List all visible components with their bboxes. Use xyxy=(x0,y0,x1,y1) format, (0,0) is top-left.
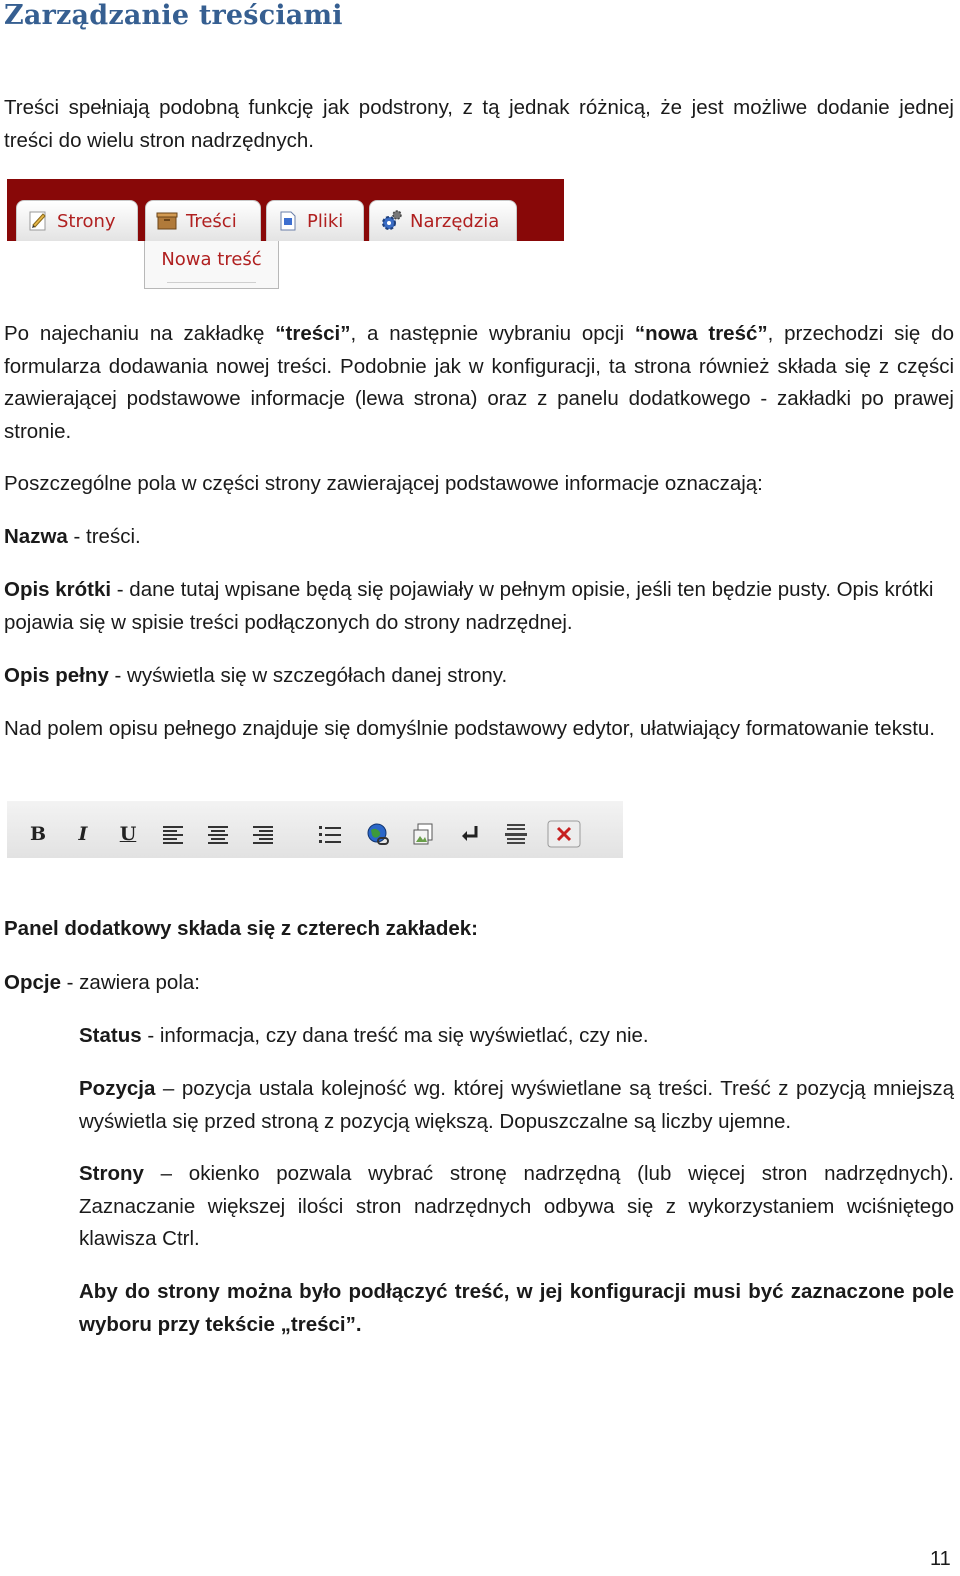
page-heading: Zarządzanie treściami xyxy=(4,0,343,31)
page-number: 11 xyxy=(930,1548,951,1570)
align-right-icon[interactable] xyxy=(250,821,276,847)
field-desc: - informacja, czy dana treść ma się wyświetlać, czy nie. xyxy=(141,1024,649,1047)
bold-term: “treści” xyxy=(275,322,351,345)
submenu-nowa-tresc[interactable] xyxy=(144,241,279,289)
field-desc: - treści. xyxy=(67,525,141,548)
tab-tresci[interactable] xyxy=(145,200,261,241)
tab-strony[interactable] xyxy=(16,200,138,241)
field-desc: – okienko pozwala wybrać stronę nadrzędną (lub więcej stron nadrzędnych). Zaznaczanie większej ilości stron nadrzędnych odbywa się z wykorzystaniem wciśniętego klawisza Ctrl. xyxy=(79,1162,954,1250)
field-opis-pelny xyxy=(4,660,954,693)
strony-line xyxy=(79,1158,954,1256)
field-term: Opis pełny xyxy=(4,664,109,687)
image-icon[interactable] xyxy=(411,821,437,847)
field-desc: - wyświetla się w szczegółach danej strony. xyxy=(108,664,508,687)
list-icon[interactable] xyxy=(317,821,343,847)
field-desc: - zawiera pola: xyxy=(60,971,200,994)
gears-icon xyxy=(380,210,402,232)
field-nazwa xyxy=(4,521,954,554)
field-term: Opis krótki xyxy=(4,578,112,601)
field-term: Strony xyxy=(79,1162,144,1185)
status-line xyxy=(79,1020,954,1053)
tab-label: Treści xyxy=(186,210,237,232)
field-term: Status xyxy=(79,1024,142,1047)
editor-toolbar xyxy=(7,801,623,858)
italic-icon[interactable] xyxy=(70,821,96,847)
menu-screenshot xyxy=(7,179,564,291)
paragraph-fields-intro: Poszczególne pola w części strony zawierającej podstawowe informacje oznaczają: xyxy=(4,472,763,495)
paragraph-nowa-tresc xyxy=(4,318,954,448)
tab-label: Narzędzia xyxy=(410,210,500,232)
tab-label: Strony xyxy=(57,210,116,232)
bold-term: “nowa treść” xyxy=(634,322,768,345)
pencil-icon xyxy=(27,210,49,232)
file-icon xyxy=(277,210,299,232)
submenu-divider xyxy=(167,282,256,283)
italic-glyph: I xyxy=(78,823,88,845)
field-desc: - dane tutaj wpisane będą się pojawiały w pełnym opisie, jeśli ten będzie pusty. Opis krótki pojawia się w spisie treści podłączonych do strony nadrzędnej. xyxy=(4,578,934,634)
intro-paragraph: Treści spełniają podobną funkcję jak podstrony, z tą jednak różnicą, że jest możliwe dodanie jednej treści do wielu stron nadrzędnych. xyxy=(4,96,954,152)
paragraph-editor: Nad polem opisu pełnego znajduje się domyślnie podstawowy edytor, ułatwiający formatowanie tekstu. xyxy=(4,717,935,740)
pozycja-line xyxy=(79,1073,954,1138)
box-icon xyxy=(156,210,178,232)
close-icon[interactable] xyxy=(547,820,581,848)
field-term: Nazwa xyxy=(4,525,68,548)
field-desc: – pozycja ustala kolejność wg. której wyświetlane są treści. Treść z pozycją mniejszą wyświetla się przed stroną z pozycją większą. Dopuszczalne są liczby ujemne. xyxy=(79,1077,954,1133)
horizontal-rule-icon[interactable] xyxy=(503,821,529,847)
submenu-label: Nowa treść xyxy=(161,249,262,270)
field-term: Opcje xyxy=(4,971,61,994)
underline-glyph: U xyxy=(119,823,137,845)
text-run: , a następnie wybraniu opcji xyxy=(350,322,635,345)
opcje-line xyxy=(4,967,954,1000)
text-run: Po najechaniu na zakładkę xyxy=(4,322,276,345)
align-left-icon[interactable] xyxy=(160,821,186,847)
tab-narzedzia[interactable] xyxy=(369,200,517,241)
note-paragraph: Aby do strony można było podłączyć treść, w jej konfiguracji musi być zaznaczone pole wyboru przy tekście „treści”. xyxy=(79,1280,954,1336)
field-opis-krotki xyxy=(4,574,954,639)
tab-label: Pliki xyxy=(307,210,344,232)
bold-icon[interactable] xyxy=(25,821,51,847)
underline-icon[interactable] xyxy=(115,821,141,847)
bold-glyph: B xyxy=(29,823,47,845)
align-center-icon[interactable] xyxy=(205,821,231,847)
link-globe-icon[interactable] xyxy=(365,821,391,847)
line-break-icon[interactable] xyxy=(457,821,483,847)
tab-pliki[interactable] xyxy=(266,200,364,241)
text-run: , przechodzi się do formularza dodawania nowej treści. Podobnie jak w konfiguracji, ta strona również składa się z części zawierającej podstawowe informacje (lewa strona) oraz z panelu dodatkowego - zakładki po prawej stronie. xyxy=(4,322,954,443)
panel-heading: Panel dodatkowy składa się z czterech zakładek: xyxy=(4,917,478,940)
field-term: Pozycja xyxy=(79,1077,156,1100)
